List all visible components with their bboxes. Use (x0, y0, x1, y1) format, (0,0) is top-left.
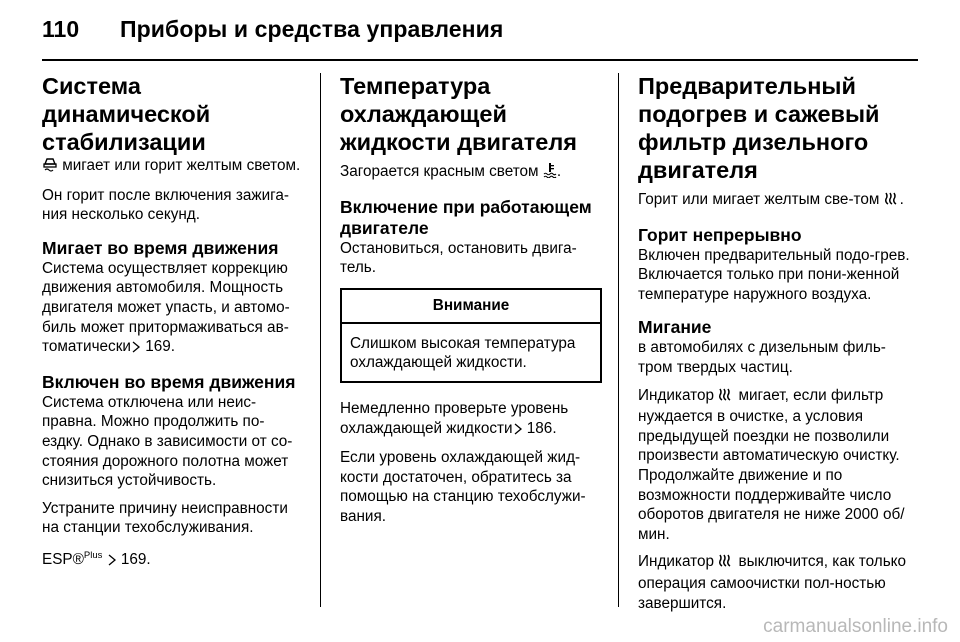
paragraph: Загорается красным светом . (340, 162, 602, 184)
warning-box (340, 288, 602, 383)
page-number: 110 (42, 16, 80, 42)
reference-arrow-icon[interactable] (131, 339, 141, 359)
subheading: Мигание (638, 317, 712, 338)
glow-plug-icon (718, 387, 734, 408)
paragraph: Горит или мигает желтым све-том . (638, 190, 910, 212)
glow-plug-icon (884, 191, 900, 212)
paragraph: Включен предварительный подо-грев. Включается только при пони-женной температуре наружного воздуха. (638, 246, 910, 303)
paragraph: Он горит после включения зажига-ния несколько секунд. (42, 186, 289, 224)
column-divider (320, 73, 321, 607)
column-esp (42, 72, 304, 572)
paragraph: ESP®$^{Plus}$ 169. (42, 546, 304, 572)
column-coolant (340, 72, 602, 527)
subheading: Включен во время движения (42, 371, 296, 392)
reference-arrow-icon[interactable] (107, 552, 117, 572)
warning-title: Внимание (342, 290, 600, 324)
section-heading: Система динамической стабилизации (42, 73, 211, 155)
subheading: Горит непрерывно (638, 224, 802, 245)
column-glow-plug (638, 72, 910, 613)
page-reference[interactable]: 186. (522, 419, 557, 437)
column-divider (618, 73, 619, 607)
coolant-temperature-icon (543, 162, 557, 184)
paragraph: в автомобилях с дизельным филь-тром твердых частиц. (638, 339, 886, 376)
section-heading: Температура охлаждающей жидкости двигателя (340, 73, 577, 155)
paragraph: Остановиться, остановить двига-тель. (340, 239, 577, 277)
paragraph: Устраните причину неисправности на станции техобслуживания. (42, 499, 288, 537)
subheading: Включение при работающем двигателе (340, 196, 592, 238)
reference-arrow-icon[interactable] (513, 421, 523, 441)
header-rule (42, 59, 918, 61)
glow-plug-icon (718, 553, 734, 574)
page-header (42, 16, 503, 52)
section-heading: Предварительный подогрев и сажевый фильтр дизельного двигателя (638, 73, 880, 183)
esp-car-skid-icon (42, 157, 58, 178)
subheading: Мигает во время движения (42, 237, 279, 258)
page-reference[interactable]: 169. (116, 550, 151, 568)
paragraph: Если уровень охлаждающей жид-кости достаточен, обратитесь за помощью на станцию техобслужи-вания. (340, 449, 586, 525)
watermark: carmanualsonline.info (763, 616, 948, 637)
page-reference[interactable]: 169. (140, 338, 175, 356)
paragraph: Система отключена или неис-правна. Можно продолжить по-ездку. Однако в зависимости от со-стояния дорожного полотна может снизиться устойчивость. (42, 393, 293, 490)
paragraph: Индикатор выключится, как только операция самоочистки пол-ностью завершится. (638, 553, 907, 612)
paragraph: Система осуществляет коррекцию движения автомобиля. Мощность двигателя может упасть, и автомо-биль может притормаживаться ав-томатически 169. (42, 259, 304, 359)
paragraph: Немедленно проверьте уровень охлаждающей жидкости 186. (340, 399, 602, 440)
page-title: Приборы и средства управления (120, 16, 504, 42)
warning-text: Слишком высокая температура охлаждающей жидкости. (350, 334, 576, 372)
paragraph: Индикатор мигает, если фильтр нуждается в очистке, а условия предыдущей поездки не позволили произвести автоматическую очистку. Продолжайте движение и по возможности поддерживайте число оборотов двигателя не ниже 2000 об/мин. (638, 386, 905, 543)
paragraph: мигает или горит желтым светом. (42, 156, 304, 178)
